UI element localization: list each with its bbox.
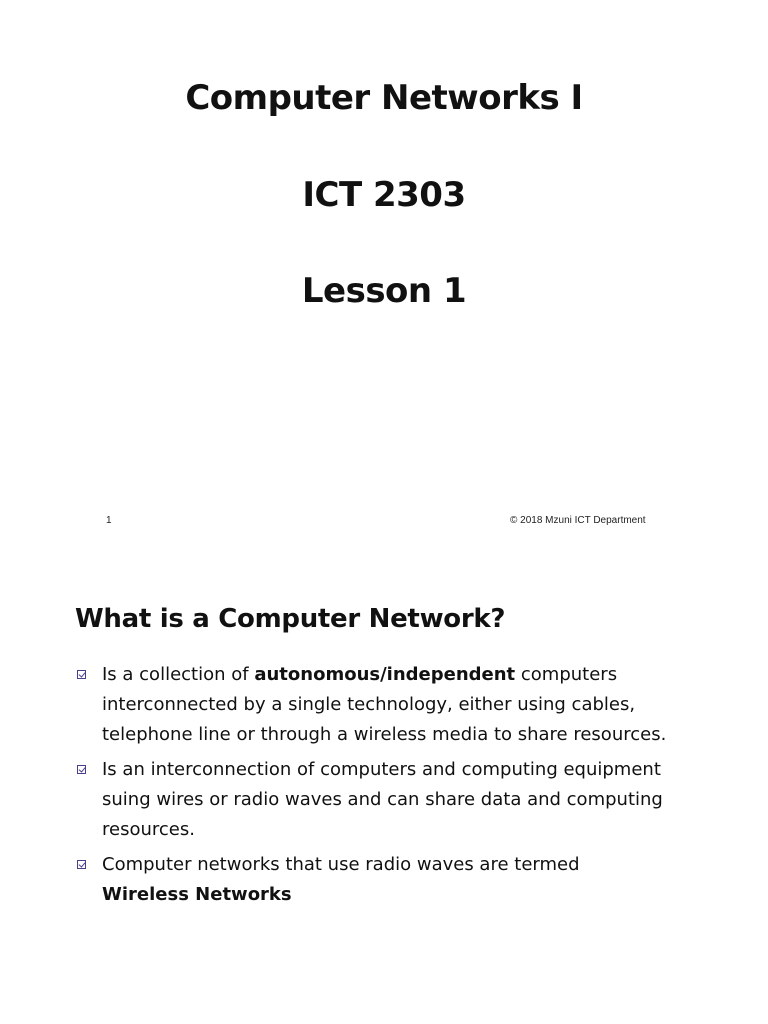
slide-page-number: 1 — [106, 515, 112, 526]
bullet-text: Is an interconnection of computers and computing equipment suing wires or radio waves and can share data and computing resources. — [102, 759, 663, 840]
bullet-item — [75, 850, 715, 910]
slide-copyright: © 2018 Mzuni ICT Department — [510, 515, 646, 526]
bullet-list — [75, 660, 715, 915]
bullet-item — [75, 660, 715, 750]
bullet-item — [75, 755, 715, 845]
bullet-emphasis: autonomous/independent — [254, 664, 516, 685]
slide-title-code: ICT 2303 — [302, 175, 466, 215]
bullet-emphasis: Wireless Networks — [102, 884, 292, 905]
section-heading: What is a Computer Network? — [75, 604, 506, 634]
checkbox-icon — [77, 860, 86, 869]
checkbox-icon — [77, 765, 86, 774]
slide-title-lesson: Lesson 1 — [301, 271, 467, 311]
bullet-text: Is a collection of — [102, 664, 255, 685]
slide-title-course: Computer Networks I — [185, 78, 583, 118]
checkbox-icon — [77, 670, 86, 679]
bullet-text: Computer networks that use radio waves are termed — [102, 854, 580, 875]
bullet-text: computers interconnected by a single technology, either using cables, telephone line or through a wireless media to share resources. — [102, 664, 667, 745]
